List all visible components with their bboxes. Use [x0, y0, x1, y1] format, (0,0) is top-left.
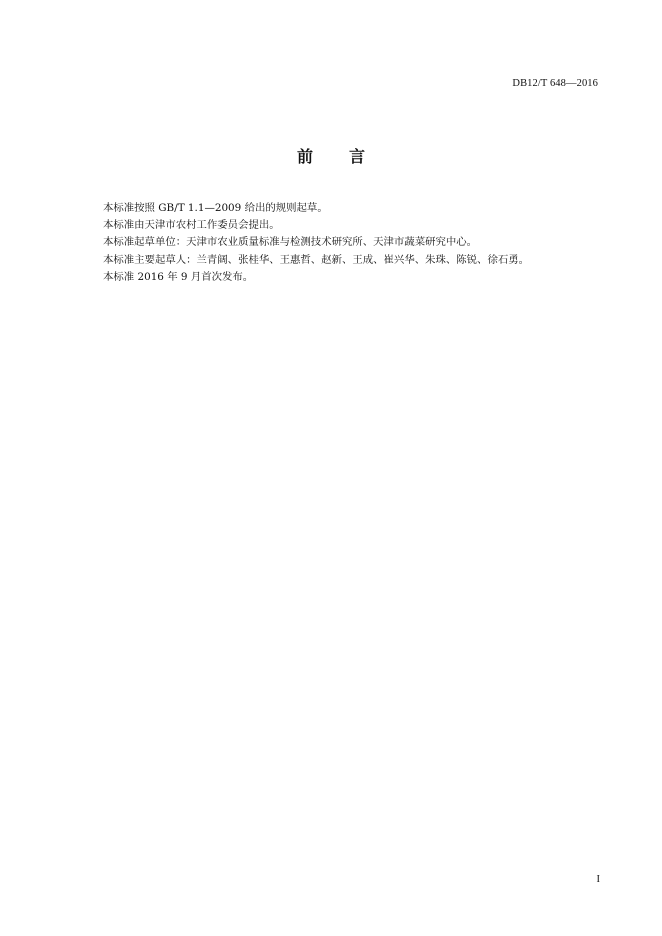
page-number: I	[596, 874, 600, 885]
standard-code: DB12/T 648—2016	[512, 78, 598, 89]
page-title: 前言	[296, 147, 401, 166]
paragraph-drafting-units: 本标准起草单位：天津市农业质量标准与检测技术研究所、天津市蔬菜研究中心。	[103, 236, 478, 249]
paragraph-proposer: 本标准由天津市农村工作委员会提出。	[103, 219, 280, 232]
paragraph-drafting-rules: 本标准按照 GB/T 1.1—2009 给出的规则起草。	[103, 202, 328, 214]
foreword-body	[103, 200, 603, 286]
paragraph-release: 本标准 2016 年 9 月首次发布。	[103, 270, 254, 283]
paragraph-drafters: 本标准主要起草人：兰青阔、张桂华、王惠哲、赵新、王成、崔兴华、朱珠、陈锐、徐石勇。	[103, 253, 530, 266]
